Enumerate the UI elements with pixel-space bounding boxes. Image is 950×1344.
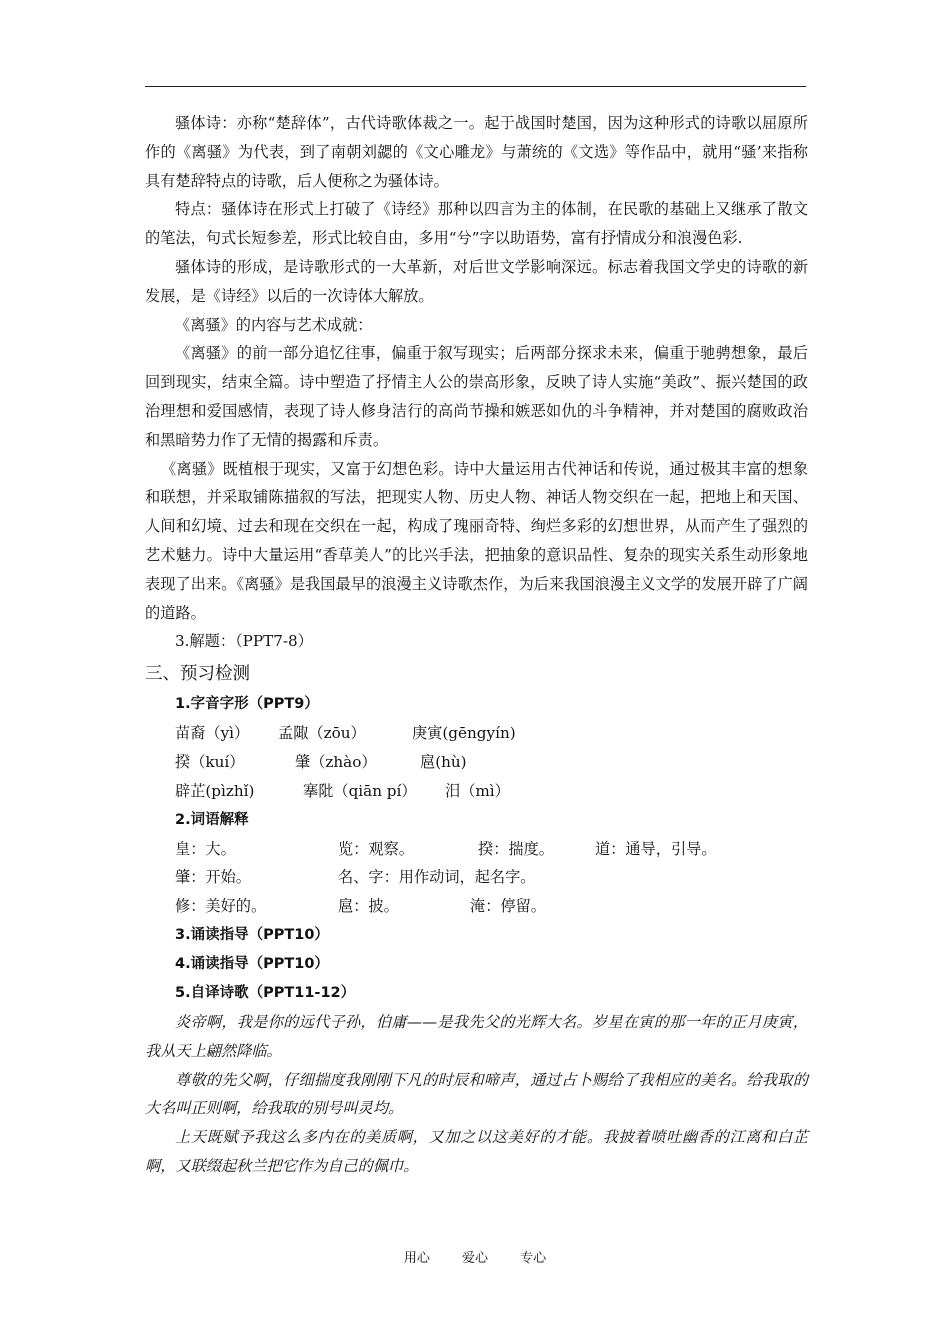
translation-paragraph: 炎帝啊，我是你的远代子孙，伯庸——是我先父的光辉大名。岁星在寅的那一年的正月庚寅，我从天上翩然降临。 — [145, 1012, 808, 1060]
paragraph-saoti-definition: 骚体诗：亦称“楚辞体”，古代诗歌体裁之一。起于战国时楚国，因为这种形式的诗歌以屈原所作的《离骚》为代表，到了南朝刘勰的《文心雕龙》与萧统的《文选》等作品中，就用“骚’来指称具有楚辞特点的诗歌，后人便称之为骚体诗。 — [145, 114, 808, 190]
translation-paragraph: 尊敬的先父啊，仔细揣度我刚刚下凡的时辰和啼声，通过占卜赐给了我相应的美名。给我取的大名叫正则啊，给我取的别号叫灵均。 — [145, 1070, 808, 1118]
def-item: 览：观察。 — [338, 839, 414, 858]
pron-item: 肇（zhào） — [295, 752, 377, 771]
pron-item: 揆（kuí） — [175, 752, 245, 771]
def-row — [145, 835, 808, 864]
def-item: 皇：大。 — [175, 839, 236, 858]
pron-item: 辟芷(pìzhǐ) — [175, 781, 255, 800]
pron-row — [145, 719, 808, 748]
paragraph-title-explain: 3.解题：（PPT7-8） — [175, 632, 313, 651]
footer-word: 爱心 — [461, 1251, 488, 1266]
def-row — [145, 892, 808, 921]
pron-row — [145, 777, 808, 806]
pron-item: 汨（mì） — [445, 781, 510, 800]
paragraph-formation: 骚体诗的形成，是诗歌形式的一大革新，对后世文学影响深远。标志着我国文学史的诗歌的新发展，是《诗经》以后的一次诗体大解放。 — [145, 257, 808, 305]
subheading-reading-guide-2: 4.诵读指导（PPT10） — [175, 955, 329, 972]
def-item: 肇：开始。 — [175, 868, 251, 887]
paragraph-lisao-art: 《离骚》既植根于现实，又富于幻想色彩。诗中大量运用古代神话和传说，通过极其丰富的想象和联想，并采取铺陈描叙的写法，把现实人物、历史人物、神话人物交织在一起，把地上和天国、人间和幻境、过去和现在交织在一起，构成了瑰丽奇特、绚烂多彩的幻想世界，从而产生了强烈的艺术魅力。诗中大量运用“香草美人”的比兴手法，把抽象的意识品性、复杂的现实关系生动形象地表现了出来。《离骚》是我国最早的浪漫主义诗歌杰作，为后来我国浪漫主义文学的发展开辟了广阔的道路。 — [145, 459, 808, 622]
paragraph-lisao-heading: 《离骚》的内容与艺术成就： — [175, 315, 373, 334]
section-heading-preview: 三、预习检测 — [145, 664, 250, 685]
page-footer — [0, 1247, 950, 1266]
paragraph-features: 特点：骚体诗在形式上打破了《诗经》那种以四言为主的体制，在民歌的基础上又继承了散文的笔法，句式长短参差，形式比较自由，多用“兮”字以助语势，富有抒情成分和浪漫色彩. — [145, 200, 808, 248]
paragraph-lisao-content: 《离骚》的前一部分追忆往事，偏重于叙写现实；后两部分探求未来，偏重于驰骋想象，最后回到现实，结束全篇。诗中塑造了抒情主人公的崇高形象，反映了诗人实施“美政”、振兴楚国的政治理想和爱国感情，表现了诗人修身洁行的高尚节操和嫉恶如仇的斗争精神，并对楚国的腐败政治和黑暗势力作了无情的揭露和斥责。 — [145, 344, 808, 449]
footer-word: 用心 — [403, 1251, 430, 1266]
pron-item: 庚寅(gēngyín) — [412, 724, 516, 743]
pron-item: 苗裔（yì） — [175, 724, 250, 743]
subheading-self-translation: 5.自译诗歌（PPT11-12） — [175, 984, 356, 1001]
header-rule — [145, 86, 806, 87]
pron-item: 孟陬（zōu） — [278, 724, 366, 743]
pron-row — [145, 748, 808, 777]
document-body — [145, 109, 808, 1181]
footer-word: 专心 — [520, 1251, 547, 1266]
def-item: 淹：停留。 — [470, 897, 546, 916]
def-item: 名、字：用作动词，起名字。 — [338, 868, 536, 887]
pron-item: 扈(hù) — [420, 752, 467, 771]
subheading-pronunciation: 1.字音字形（PPT9） — [175, 696, 319, 713]
def-item: 道：通导，引导。 — [595, 839, 717, 858]
pron-item: 搴阰（qiān pí） — [303, 781, 417, 800]
def-item: 扈：披。 — [338, 897, 399, 916]
translation-paragraph: 上天既赋予我这么多内在的美质啊，又加之以这美好的才能。我披着喷吐幽香的江离和白芷啊，又联缀起秋兰把它作为自己的佩巾。 — [145, 1128, 808, 1175]
def-item: 修：美好的。 — [175, 897, 267, 916]
subheading-reading-guide: 3.诵读指导（PPT10） — [175, 926, 329, 943]
subheading-word-definitions: 2.词语解释 — [175, 811, 249, 828]
def-item: 揆：揣度。 — [478, 839, 554, 858]
def-row — [145, 863, 808, 892]
